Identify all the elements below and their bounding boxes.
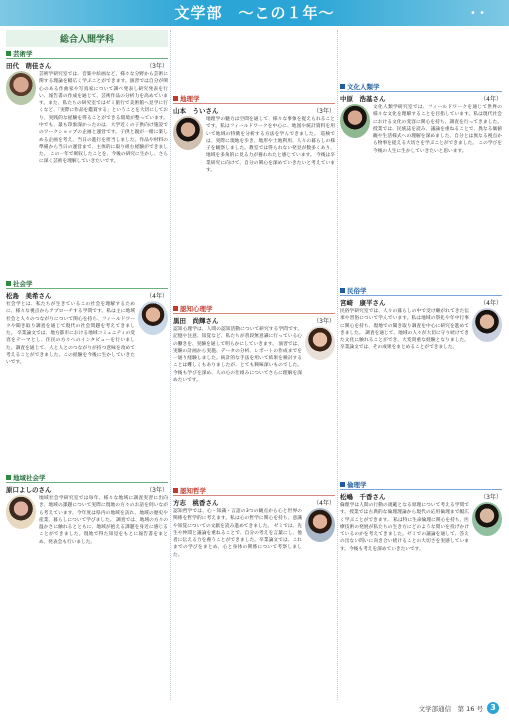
student-name: 原口よしのさん [6, 486, 52, 494]
student-photo [138, 301, 168, 335]
student-name-row [173, 498, 335, 507]
student-name-row [6, 61, 168, 70]
category-heading: 芸術学 [6, 49, 168, 59]
student-year: （3年） [313, 318, 335, 325]
student-photo [472, 502, 502, 536]
category-heading: 認知哲学 [173, 486, 335, 496]
student-name: 松島 美希さん [6, 292, 52, 300]
student-name-row [340, 94, 502, 103]
student-name: 松嶋 千香さん [340, 493, 386, 501]
student-profile [340, 82, 502, 284]
category-heading: 地理学 [173, 94, 335, 104]
newsletter-issue: 文学部通信 第 16 号 [418, 704, 483, 713]
department-heading: 総合人間学科 [6, 30, 168, 47]
student-year: （4年） [480, 300, 502, 307]
student-name: 中原 浩基さん [340, 95, 386, 103]
student-name: 山本 ういさん [173, 107, 219, 115]
header-decoration: • • [470, 8, 485, 19]
student-text: 芸術学研究室では、音楽や絵画など、様々な分野から芸術に関する理論を幅広く学ぶことができます。演習では自分が関心のある作曲家や写真家について調べ発表し研究発表を行い、報告書の作成を通じて、芸術作品の分析力を高めています。また、私たちの研究室ではゼミ旅行で美術館へ見学に行くなど、「実際に作品を鑑賞する」ということを大切にしており、実践的な経験を得ることができる環境が整っています。 中でも、最も印象深かったのは、大学近くの子供向け施設でのワークショップの企画と運営です。子供と親が一緒に楽しめる企画を考え、当日の進行を担当しました。作品や材料の準備から当日の運営まで、主体的に取り組む経験ができました。 この一年で吸収したことを、今後の研究に生かし、さらに深く芸術を理解していきたいです。 [39, 72, 168, 165]
student-name-row [6, 291, 168, 300]
continued-text [340, 30, 502, 80]
student-year: （3年） [146, 487, 168, 494]
student-photo [472, 308, 502, 342]
category-heading: 社会学 [6, 279, 168, 289]
student-photo [6, 71, 36, 105]
column-divider [170, 30, 171, 700]
student-year: （4年） [313, 500, 335, 507]
student-name-row [340, 298, 502, 307]
student-name: 黒田 尚輝さん [173, 317, 219, 325]
student-text: 認知心理学は、人間の認知活動について研究する学問です。記憶や注意、知覚など、私たちが普段無意識に行っている心の働きを、実験を通して明らかにしていきます。 演習では、実験の計画から実施、データの分析、レポートの作成までを一通り経験しました。統計的な手法を用いて結果を検討することは難しくもありましたが、とても興味深いものでした。 今後も学びを深め、人の心の仕組みについてさらに理解を深めたいです。 [173, 327, 302, 383]
column-3 [340, 30, 502, 642]
student-text: 認知哲学では、心・知識・言語の3つの観点から心と世界の関係を哲学的に考えます。私は心の哲学に関心を持ち、意識や知覚についての文献を読み進めてきました。 ゼミでは、先生や仲間と議論を重ねることで、自分の考えを言葉にし、他者に伝える力を養うことができました。卒業論文では、これまでの学びをまとめ、心と身体の関係について考察しました。 [173, 509, 302, 558]
student-text: 社会学とは、私たちが生きているこの社会を理解するために、様々な視点からアプローチする学問です。私は主に地域社会と人々のつながりについて関心を持ち、フィールドワークや聞き取り調査を通じて現代の社会問題を考えてきました。 卒業論文では、地方都市における地域コミュニティの変容をテーマとし、住民の方々へのインタビューを行いました。調査を通じて、人と人とのつながりが持つ意味を改めて考えることができました。この経験を今後に生かしていきたいです。 [6, 302, 135, 366]
student-text: 倫理学は人間の行動の規範となる原理について考える学問です。授業では古典的な倫理理論から現代の応用倫理まで幅広く学ぶことができます。 私は特に生命倫理に関心を持ち、医療技術の発展が私たちの生き方にどのような問いを投げかけているのかを考えてきました。ゼミでの議論を通して、答えの出ない問いに向き合い続けることの大切さを実感しています。今後も考えを深めていきたいです。 [340, 503, 469, 552]
student-text: 民俗学研究室では、人々の暮らしの中で受け継がれてきた伝承や習俗について学んでいます。私は地域の祭礼や年中行事に関心を持ち、現地での聞き取り調査を中心に研究を進めてきました。 調査を通じて、地域の人々が大切に守り続けてきた文化に触れることができ、大変貴重な経験となりました。卒業論文では、その成果をまとめることができました。 [340, 309, 469, 351]
student-name: 田代 萌佳さん [6, 62, 52, 70]
intro-text [173, 30, 335, 92]
student-profile [173, 30, 335, 92]
student-year: （4年） [146, 293, 168, 300]
student-name-row [173, 316, 335, 325]
student-photo [305, 326, 335, 360]
page-footer [419, 702, 499, 714]
student-profile [173, 304, 335, 484]
student-text: 地域社会学研究室では毎年、様々な地域に調査実習に出向き、地域の課題について実際に現地の方々のお話を伺いながら考えています。今年度は県内の地域を訪れ、地域の歴史や産業、暮らしについて学びました。 調査では、地域の方々の温かさに触れるとともに、地域が抱える課題を身近に感じることができました。現地で得た知見をもとに報告書をまとめ、発表会も行いました。 [39, 496, 168, 545]
student-text: 地理学の魅力は空間を通して、様々な事象を捉えられることです。私はフィールドワークを中心に、地図や統計資料を用いて地域の特徴を分析する方法を学んできました。 巡検では、実際に現地を歩き、地形や土地利用、人々の暮らしの様子を観察しました。教室では得られない発見が数多くあり、地域を多角的に見る力が養われたと感じています。 今後は卒業研究に向けて、自分の関心を深めていきたいと考えています。 [206, 117, 335, 173]
student-year: （3年） [313, 108, 335, 115]
student-profile [340, 286, 502, 478]
page-number: 3 [487, 702, 499, 714]
category-heading: 文化人類学 [340, 82, 502, 92]
student-photo [340, 104, 370, 138]
student-profile [6, 279, 168, 471]
student-profile [6, 473, 168, 635]
column-2 [173, 30, 335, 658]
student-photo [173, 116, 203, 150]
student-profile [6, 49, 168, 277]
student-name: 方志 桃香さん [173, 499, 219, 507]
student-year: （3年） [480, 494, 502, 501]
student-year: （4年） [480, 96, 502, 103]
column-1 [6, 30, 168, 635]
student-name: 宮崎 康平さん [340, 299, 386, 307]
student-text: 文化人類学研究室では、フィールドワークを通じて世界の様々な文化を理解することを目指しています。私は現代社会における文化の変容に関心を持ち、調査を行ってきました。 授業では、民族誌を読み、議論を重ねることで、異なる価値観や生活様式への理解を深めました。自分とは異なる視点から物事を捉える大切さを学ぶことができました。 この学びを今後の人生に生かしていきたいと思います。 [373, 105, 502, 154]
category-heading: 倫理学 [340, 480, 502, 490]
student-photo [6, 495, 36, 529]
category-heading: 民俗学 [340, 286, 502, 296]
column-divider [337, 30, 338, 700]
student-profile [173, 486, 335, 658]
student-photo [305, 508, 335, 542]
category-heading: 認知心理学 [173, 304, 335, 314]
page-header [0, 0, 509, 26]
category-heading: 地域社会学 [6, 473, 168, 483]
page-title: 文学部 〜この１年〜 [174, 4, 335, 22]
student-profile [340, 480, 502, 642]
student-name-row [6, 485, 168, 494]
student-profile [173, 94, 335, 302]
student-name-row [173, 106, 335, 115]
student-name-row [340, 492, 502, 501]
student-year: （3年） [146, 63, 168, 70]
